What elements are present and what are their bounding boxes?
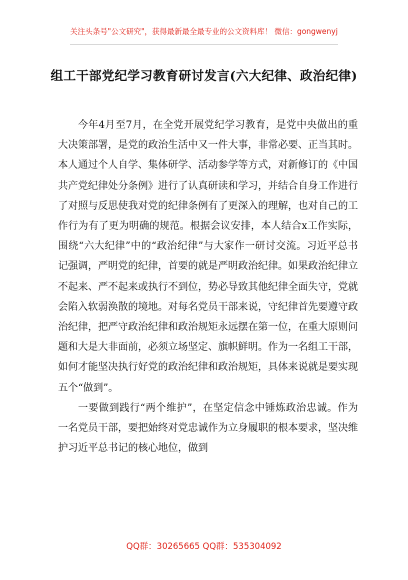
paragraph: 今年4月至7月，在全党开展党纪学习教育，是党中央做出的重大决策部署，是党的政治生活中又一件大事，非常必要、正当其时。本人通过个人自学、集体研学、活动参学等方式，对新修订的《中国共产党纪律处分条例》进行了认真研读和学习，并结合自身工作进行了对照与反思使我对党的纪律条例有了更深入的理解，也对自己的工作行为有了更为明确的规范。根据会议安排，本人结合x工作实际，围绕“六大纪律”中的“政治纪律”与大家作一研讨交流。习近平总书记强调，严明党的纪律，首要的就是严明政治纪律。如果政治纪律立不起来、严不起来或执行不到位，势必导致其他纪律全面失守，党就会陷入软弱涣散的境地。对每名党员干部来说，守纪律首先要遵守政治纪律，把严守政治纪律和政治规矩永远摆在第一位，在重大原则问题和大是大非面前，必须立场坚定、旗帜鲜明。作为一名组工干部，如何才能坚决执行好党的政治纪律和政治规矩，具体来说就是要实现五个“做到”。: [58, 120, 358, 394]
paragraph: 一要做到践行“两个维护”，在坚定信念中锤炼政治忠诚。作为一名党员干部，要把始终对党忠诚作为立身履职的根本要求，坚决维护习近平总书记的核心地位，做到: [58, 402, 358, 455]
document-body: [58, 116, 358, 459]
footer-contact: QQ群：30265665 QQ群：535304092: [126, 542, 282, 552]
document-title: 组工干部党纪学习教育研讨发言(六大纪律、政治纪律): [50, 68, 358, 83]
header-divider: [70, 44, 338, 45]
header-banner: 关注头条号"公文研究"，获得最新最全最专业的公文资料库！ 微信：gongwenyj: [70, 27, 338, 36]
